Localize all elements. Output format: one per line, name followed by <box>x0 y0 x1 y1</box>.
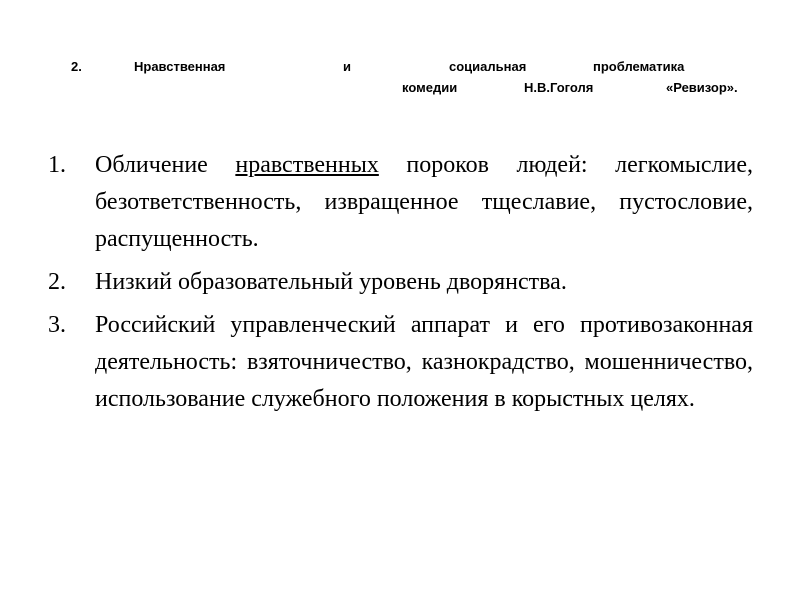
problems-list <box>48 147 753 424</box>
item-text: Российский управленческий аппарат и его противозаконная деятельность: взяточничество, казнокрадство, мошенничество, использование служебного положения в корыстных целях. <box>95 312 753 412</box>
heading-word: проблематика <box>593 59 685 74</box>
heading-word: «Ревизор». <box>666 80 738 95</box>
list-item <box>48 147 753 258</box>
heading-word: Нравственная <box>134 59 226 74</box>
list-item <box>48 307 753 418</box>
item-underlined-word: нравственных <box>235 152 379 178</box>
heading-word: и <box>343 59 351 74</box>
item-text <box>95 147 753 258</box>
item-text: Низкий образовательный уровень дворянства. <box>95 269 567 295</box>
item-number: 2. <box>48 269 66 295</box>
item-lead: Обличение <box>95 152 208 178</box>
item-number: 3. <box>48 312 66 338</box>
list-item <box>48 264 753 301</box>
item-rest: пороков людей: легкомыслие, безответственность, извращенное тщеславие, пустословие, распущенность. <box>95 152 754 252</box>
heading-word: комедии <box>402 80 458 95</box>
heading-number: 2. <box>71 59 82 74</box>
heading-word: социальная <box>449 59 527 74</box>
item-number: 1. <box>48 152 66 178</box>
heading-word: Н.В.Гоголя <box>524 80 594 95</box>
